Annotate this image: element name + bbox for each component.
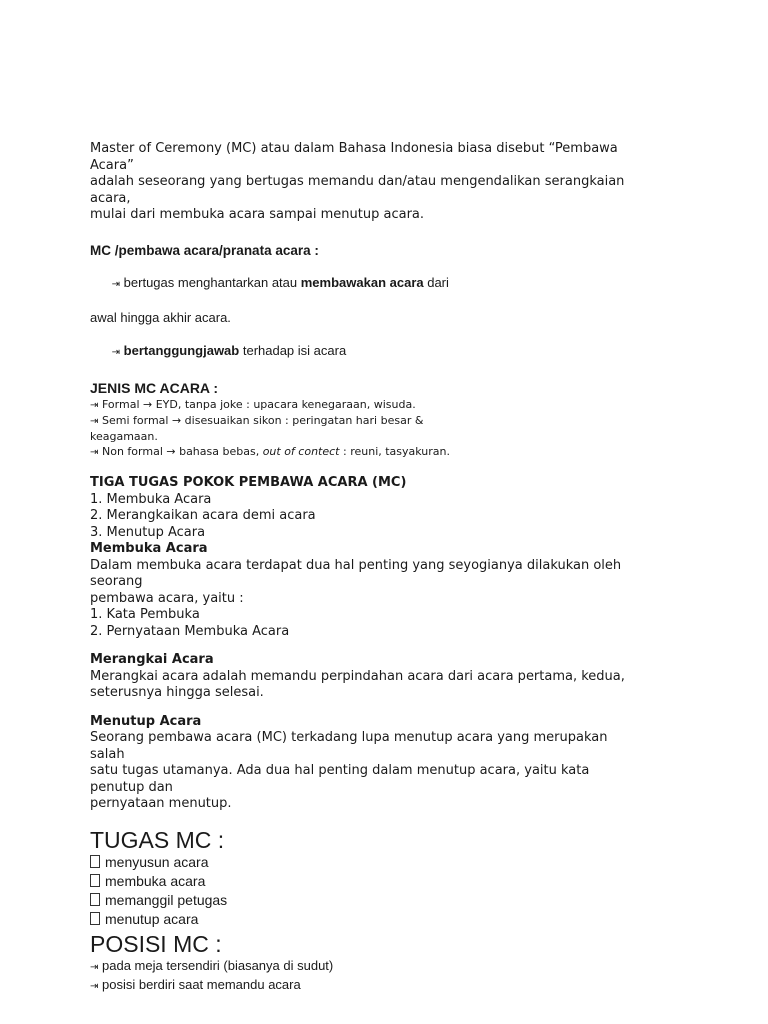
document-page [90,141,690,995]
mc-definition-section [90,242,690,379]
tiga-tugas-item: 2. Merangkaikan acara demi acara [90,508,316,523]
checkbox-glyph-icon [90,855,100,868]
tugas-mc-item [90,872,690,891]
jenis-item [90,444,690,460]
item-text: Non formal → bahasa bebas, [102,445,263,458]
merangkai-acara-section [90,652,690,702]
membuka-acara-section [90,541,690,640]
arrow-bullet-icon: ⇥ [90,447,99,458]
mc-definition-item [90,327,690,379]
jenis-item-cont: keagamaan. [90,430,158,443]
tugas-mc-item [90,891,690,910]
item-text: pada meja tersendiri (biasanya di sudut) [102,957,334,973]
tiga-tugas-item: 3. Menutup Acara [90,524,206,540]
merangkai-acara-heading: Merangkai Acara [90,652,214,667]
intro-paragraph [90,141,690,224]
tugas-mc-heading: TUGAS MC : [90,826,225,853]
membuka-acara-heading: Membuka Acara [90,541,208,556]
posisi-mc-heading: POSISI MC : [90,930,222,957]
item-text: memanggil petugas [105,891,228,908]
intro-line: adalah seseorang yang bertugas memandu dan/atau mengendalikan serangkaian [90,174,625,189]
item-text: dari [423,275,449,290]
merangkai-line: Merangkai acara adalah memandu perpindahan acara dari acara pertama, kedua, [90,668,625,684]
intro-line: mulai dari membuka acara sampai menutup acara. [90,207,425,222]
membuka-line: pembawa acara, yaitu : [90,590,244,606]
tugas-mc-section [90,827,690,929]
membuka-item: 1. Kata Pembuka [90,607,200,622]
jenis-mc-heading: JENIS MC ACARA : [90,380,219,396]
item-bold-text: membawakan acara [300,275,424,290]
intro-line: acara, [90,190,131,206]
tiga-tugas-section [90,475,690,541]
checkbox-glyph-icon [90,893,100,906]
jenis-item [90,397,690,413]
tugas-mc-item [90,853,690,872]
mc-definition-heading: MC /pembawa acara/pranata acara : [90,242,319,258]
item-text: Semi formal → disesuaikan sikon : peringatan hari besar & [102,414,424,427]
jenis-item [90,413,690,429]
item-text: terhadap isi acara [239,343,347,358]
posisi-mc-item [90,976,690,995]
arrow-bullet-icon: ⇥ [90,961,99,973]
item-text: posisi berdiri saat memandu acara [102,976,301,992]
item-text: Formal → EYD, tanpa joke : upacara kenegaraan, wisuda. [102,398,416,411]
menutup-line: Seorang pembawa acara (MC) terkadang lupa menutup acara yang merupakan [90,730,608,745]
tiga-tugas-item: 1. Membuka Acara [90,491,212,507]
item-text: menutup acara [105,910,199,927]
item-bold-text: bertanggungjawab [123,343,240,358]
menutup-acara-heading: Menutup Acara [90,713,202,729]
jenis-mc-section [90,380,690,460]
tugas-mc-item [90,910,690,929]
membuka-item: 2. Pernyataan Membuka Acara [90,623,290,639]
item-italic-text: out of contect [262,445,340,458]
tiga-tugas-heading: TIGA TUGAS POKOK PEMBAWA ACARA (MC) [90,475,407,490]
checkbox-glyph-icon [90,874,100,887]
arrow-bullet-icon: ⇥ [90,400,99,411]
arrow-bullet-icon: ⇥ [111,347,121,358]
item-text: bertugas menghantarkan atau [123,275,301,290]
item-text: menyusun acara [105,853,209,870]
membuka-line: Dalam membuka acara terdapat dua hal penting yang seyogianya dilakukan oleh [90,557,622,573]
menutup-line: pernyataan menutup. [90,796,232,811]
merangkai-line: seterusnya hingga selesai. [90,685,264,700]
item-text: membuka acara [105,872,206,889]
membuka-line: seorang [90,574,143,589]
intro-line: Master of Ceremony (MC) atau dalam Bahasa Indonesia biasa disebut “Pembawa [90,141,618,156]
item-text: : reuni, tasyakuran. [339,445,451,458]
menutup-line: satu tugas utamanya. Ada dua hal penting dalam menutup acara, yaitu kata [90,763,590,778]
menutup-acara-section [90,714,690,813]
arrow-bullet-icon: ⇥ [90,416,99,427]
checkbox-glyph-icon [90,912,100,925]
intro-line: Acara” [90,157,134,173]
posisi-mc-item [90,957,690,976]
menutup-line: salah [90,746,125,762]
arrow-bullet-icon: ⇥ [111,279,121,290]
menutup-line: penutup dan [90,779,173,795]
mc-definition-item-cont: awal hingga akhir acara. [90,310,231,325]
mc-definition-item [90,259,690,311]
posisi-mc-section [90,931,690,995]
arrow-bullet-icon: ⇥ [90,980,99,992]
